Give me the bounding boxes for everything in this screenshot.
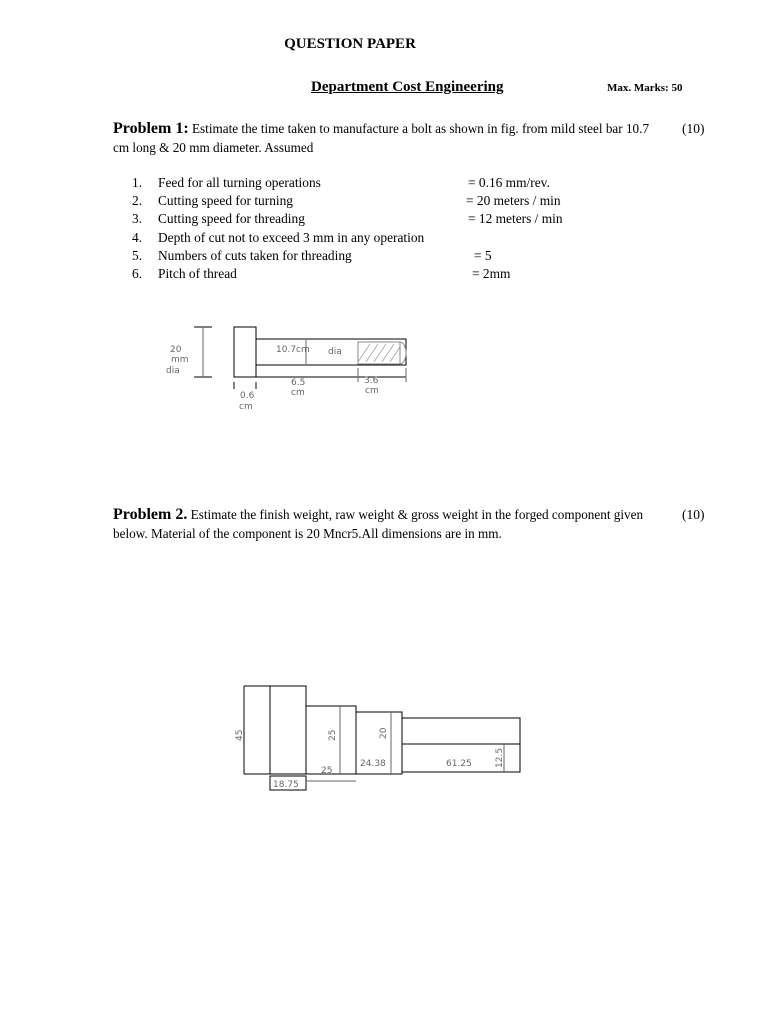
forging-dia-12-5: 12.5 <box>495 747 505 768</box>
problem-1-body: Estimate the time taken to manufacture a bolt as shown in fig. from mild steel bar 10.7 cm long & 20 mm diameter. Assumed <box>113 121 650 155</box>
problem-2-marks: (10) <box>682 507 705 522</box>
bolt-shank-dia: dia <box>328 347 342 357</box>
bolt-thread-length-2: cm <box>365 386 379 396</box>
forging-dia-45: 45 <box>235 729 245 741</box>
problem-1-marks: (10) <box>682 121 705 136</box>
forging-length-18-75: 18.75 <box>273 780 299 790</box>
forging-dia-20: 20 <box>379 727 389 739</box>
bolt-shank-length: 10.7cm <box>276 345 310 355</box>
bolt-head-dia-1: 20 <box>170 345 182 355</box>
problem-2-body: Estimate the finish weight, raw weight & gross weight in the forged component given below. Material of the component is 20 Mncr5.All dimensions are in mm. <box>113 507 644 541</box>
bolt-turn-length-1: 6.5 <box>291 378 306 388</box>
forging-length-25: 25 <box>321 766 333 776</box>
forging-length-61-25: 61.25 <box>446 759 472 769</box>
page-title: QUESTION PAPER <box>284 36 416 52</box>
bolt-head-dia-2: mm <box>171 355 189 365</box>
bolt-head-length-2: cm <box>239 402 253 412</box>
max-marks: Max. Marks: 50 <box>607 82 683 94</box>
bolt-thread-length-1: 3.6 <box>364 376 379 386</box>
forging-dia-25: 25 <box>328 729 338 741</box>
bolt-turn-length-2: cm <box>291 388 305 398</box>
problem-2-label: Problem 2. <box>113 506 188 523</box>
problem-1-label: Problem 1: <box>113 120 189 137</box>
bolt-head-dia-3: dia <box>166 366 180 376</box>
department-heading: Department Cost Engineering <box>311 79 504 95</box>
forging-length-24-38: 24.38 <box>360 759 386 769</box>
bolt-head-length-1: 0.6 <box>240 391 255 401</box>
